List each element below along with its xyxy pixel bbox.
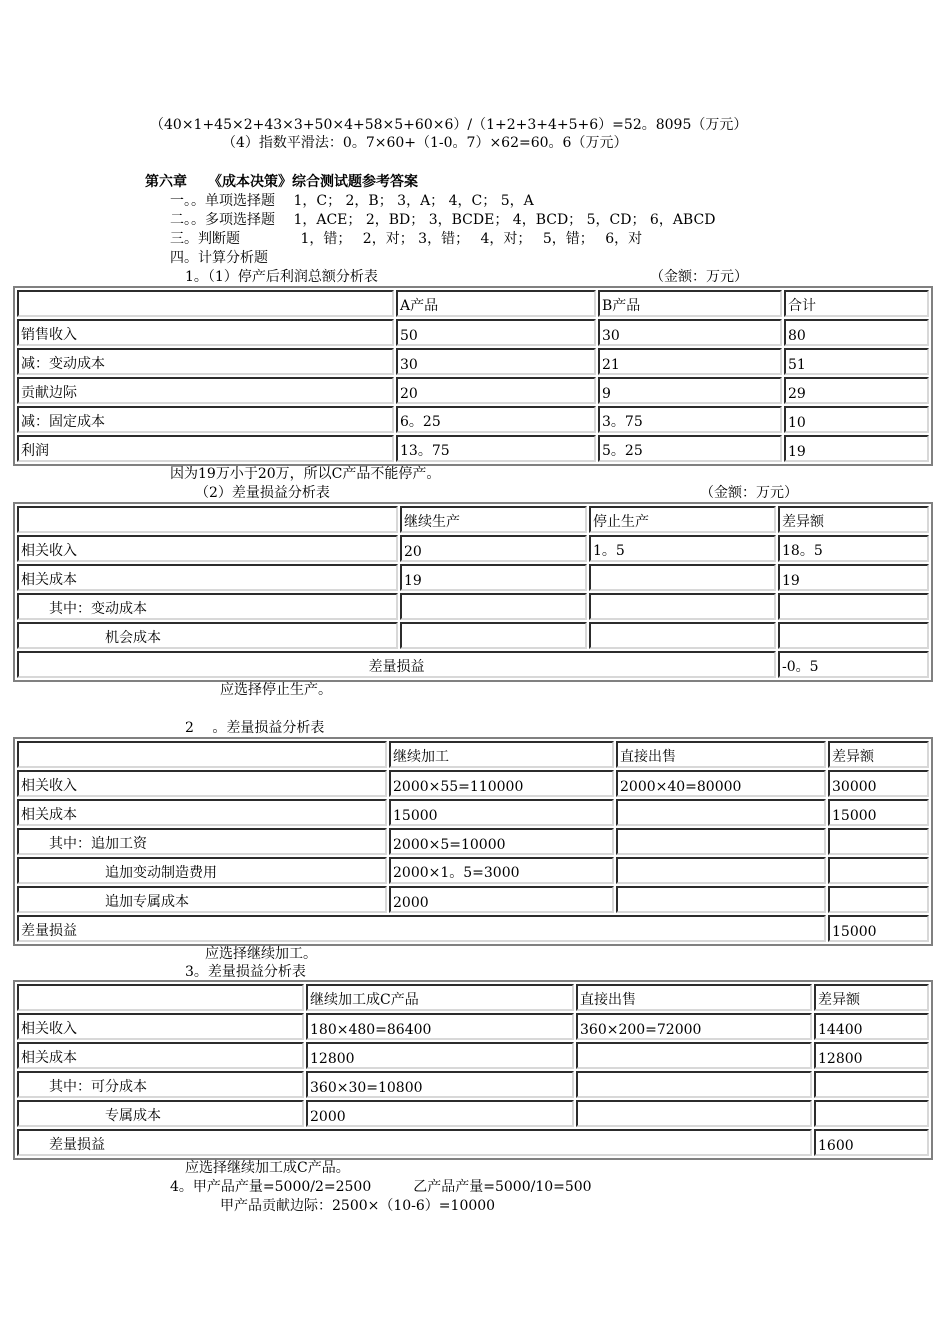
profit-analysis-table — [13, 286, 933, 466]
table-row — [17, 1129, 929, 1156]
differential-table-2 — [13, 737, 933, 946]
table-row — [17, 915, 929, 942]
table-cell: 19 — [400, 564, 587, 591]
section-calculation: 四。计算分析题 — [170, 250, 268, 266]
table-header-cell: 直接出售 — [576, 984, 812, 1011]
table-cell: 2000 — [306, 1100, 574, 1127]
table4-caption: 3。差量损益分析表 — [185, 964, 306, 980]
answer-single-choice: 一。。单项选择题 1，C； 2，B； 3，A； 4，C； 5，A — [170, 193, 534, 209]
formula-line-2: （4）指数平滑法：0。7×60+（1-0。7）×62=60。6（万元） — [222, 135, 628, 151]
table-row — [17, 828, 929, 855]
table-cell — [616, 886, 826, 913]
table-cell — [616, 828, 826, 855]
table-header-cell: A产品 — [396, 290, 596, 317]
table-cell: 5。25 — [598, 435, 782, 462]
table-cell: 30000 — [828, 770, 929, 797]
table-cell: 相关成本 — [17, 799, 387, 826]
table-cell — [778, 622, 929, 649]
table-header-row — [17, 741, 929, 768]
table-cell: 减：变动成本 — [17, 348, 394, 375]
table-cell: 14400 — [814, 1013, 929, 1040]
table-cell — [589, 622, 776, 649]
table-cell: 贡献边际 — [17, 377, 394, 404]
table-cell: -0。5 — [778, 651, 929, 678]
table-row — [17, 770, 929, 797]
table-header-row — [17, 290, 929, 317]
table-cell — [576, 1042, 812, 1069]
table-cell: 12800 — [306, 1042, 574, 1069]
differential-table-1 — [13, 502, 933, 682]
formula-line-1: （40×1+45×2+43×3+50×4+58×5+60×6）/（1+2+3+4+5+6）=52。8095（万元） — [150, 117, 748, 133]
table-cell: 差量损益 — [17, 651, 776, 678]
table1-unit: （金额：万元） — [650, 269, 748, 285]
table-cell — [616, 799, 826, 826]
table-cell: 15000 — [828, 799, 929, 826]
table-cell: 2000×40=80000 — [616, 770, 826, 797]
table-row — [17, 651, 929, 678]
table-cell: 10 — [784, 406, 929, 433]
table-cell — [400, 622, 587, 649]
table2-note: 应选择停止生产。 — [220, 682, 332, 698]
table-row — [17, 857, 929, 884]
table-header-cell: 继续加工 — [389, 741, 614, 768]
table-cell — [814, 1100, 929, 1127]
table-row — [17, 535, 929, 562]
table2-unit: （金额：万元） — [700, 485, 798, 501]
table-header-row — [17, 984, 929, 1011]
table1-caption: 1。（1）停产后利润总额分析表 — [185, 269, 378, 285]
table-cell — [828, 886, 929, 913]
table-header-cell: 继续生产 — [400, 506, 587, 533]
table-cell: 80 — [784, 319, 929, 346]
table-cell — [576, 1071, 812, 1098]
table-cell: 差量损益 — [17, 915, 826, 942]
table4-note: 应选择继续加工成C产品。 — [185, 1160, 350, 1176]
table-cell: 29 — [784, 377, 929, 404]
table-cell: 50 — [396, 319, 596, 346]
table-cell: 差量损益 — [17, 1129, 812, 1156]
table-cell: 相关收入 — [17, 535, 398, 562]
table-cell: 51 — [784, 348, 929, 375]
table-cell — [778, 593, 929, 620]
table-cell: 18。5 — [778, 535, 929, 562]
table3-caption: 2 。差量损益分析表 — [185, 720, 325, 736]
table-cell: 1600 — [814, 1129, 929, 1156]
table-cell: 专属成本 — [17, 1100, 304, 1127]
table-row — [17, 622, 929, 649]
table-header-cell: 差异额 — [828, 741, 929, 768]
product-output-line: 4。甲产品产量=5000/2=2500 乙产品产量=5000/10=500 — [170, 1179, 592, 1195]
table-cell: 21 — [598, 348, 782, 375]
table-cell: 180×480=86400 — [306, 1013, 574, 1040]
table-cell: 减：固定成本 — [17, 406, 394, 433]
table-cell: 机会成本 — [17, 622, 398, 649]
table-row — [17, 1013, 929, 1040]
table-header-cell: 差异额 — [778, 506, 929, 533]
table-cell: 2000×1。5=3000 — [389, 857, 614, 884]
table-header-cell — [17, 290, 394, 317]
table-cell: 6。25 — [396, 406, 596, 433]
table-cell: 追加专属成本 — [17, 886, 387, 913]
table-header-cell: 直接出售 — [616, 741, 826, 768]
table-cell: 360×200=72000 — [576, 1013, 812, 1040]
table-row — [17, 1071, 929, 1098]
table-cell — [589, 564, 776, 591]
chapter-title: 第六章 《成本决策》综合测试题参考答案 — [145, 174, 418, 190]
table-cell: 其中：变动成本 — [17, 593, 398, 620]
table-cell: 30 — [396, 348, 596, 375]
table-cell: 相关收入 — [17, 1013, 304, 1040]
table-row — [17, 564, 929, 591]
table-cell: 12800 — [814, 1042, 929, 1069]
table-row — [17, 406, 929, 433]
table-cell: 13。75 — [396, 435, 596, 462]
table-cell: 15000 — [828, 915, 929, 942]
answer-multi-choice: 二。。多项选择题 1，ACE； 2，BD； 3，BCDE； 4，BCD； 5，CD； 6，ABCD — [170, 212, 716, 228]
table-cell — [576, 1100, 812, 1127]
table-row — [17, 593, 929, 620]
table-row — [17, 886, 929, 913]
table-cell: 其中：可分成本 — [17, 1071, 304, 1098]
table-header-cell — [17, 741, 387, 768]
table-cell: 20 — [396, 377, 596, 404]
table-row — [17, 377, 929, 404]
contribution-margin-line: 甲产品贡献边际：2500×（10-6）=10000 — [220, 1198, 496, 1214]
table-cell — [828, 857, 929, 884]
table-cell — [828, 828, 929, 855]
table-cell: 9 — [598, 377, 782, 404]
table-cell: 19 — [778, 564, 929, 591]
table-row — [17, 435, 929, 462]
table-cell — [814, 1071, 929, 1098]
table-header-cell: 合计 — [784, 290, 929, 317]
table-cell: 销售收入 — [17, 319, 394, 346]
table-cell: 3。75 — [598, 406, 782, 433]
table-cell — [589, 593, 776, 620]
table-cell: 2000×55=110000 — [389, 770, 614, 797]
table-cell — [400, 593, 587, 620]
table-row — [17, 1100, 929, 1127]
table1-note: 因为19万小于20万，所以C产品不能停产。 — [170, 466, 441, 482]
table-cell: 30 — [598, 319, 782, 346]
table-header-cell: 继续加工成C产品 — [306, 984, 574, 1011]
table-cell: 2000×5=10000 — [389, 828, 614, 855]
answer-judgement: 三。判断题 1，错； 2，对； 3，错； 4，对； 5，错； 6，对 — [170, 231, 643, 247]
table-cell: 相关成本 — [17, 564, 398, 591]
table-cell: 利润 — [17, 435, 394, 462]
table2-caption: （2）差量损益分析表 — [195, 485, 330, 501]
differential-table-3 — [13, 980, 933, 1160]
table-cell: 1。5 — [589, 535, 776, 562]
table-row — [17, 348, 929, 375]
table-header-cell: B产品 — [598, 290, 782, 317]
table-header-cell: 停止生产 — [589, 506, 776, 533]
table-cell: 追加变动制造费用 — [17, 857, 387, 884]
table-cell: 相关成本 — [17, 1042, 304, 1069]
table-header-row — [17, 506, 929, 533]
table-cell — [616, 857, 826, 884]
table-row — [17, 1042, 929, 1069]
table-cell: 360×30=10800 — [306, 1071, 574, 1098]
table-cell: 20 — [400, 535, 587, 562]
table-row — [17, 799, 929, 826]
table-cell: 2000 — [389, 886, 614, 913]
table-cell: 相关收入 — [17, 770, 387, 797]
table-header-cell: 差异额 — [814, 984, 929, 1011]
table-header-cell — [17, 506, 398, 533]
table-cell: 15000 — [389, 799, 614, 826]
table-header-cell — [17, 984, 304, 1011]
table-row — [17, 319, 929, 346]
table-cell: 其中：追加工资 — [17, 828, 387, 855]
table-cell: 19 — [784, 435, 929, 462]
table3-note: 应选择继续加工。 — [205, 946, 317, 962]
